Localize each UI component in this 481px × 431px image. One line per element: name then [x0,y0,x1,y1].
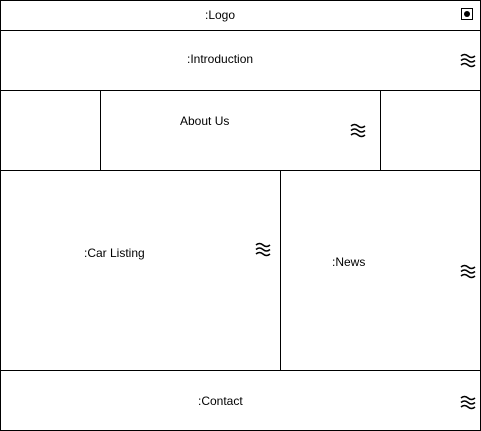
wave-expand-icon[interactable] [460,263,476,279]
news-label: :News [332,255,366,269]
logo-bar [0,0,481,31]
introduction-label: :Introduction [187,52,254,66]
radio-selected-icon[interactable] [461,8,473,20]
wave-expand-icon[interactable] [460,52,476,68]
car-listing-label: :Car Listing [84,246,145,260]
wave-expand-icon[interactable] [255,241,271,257]
car-listing-section [0,170,281,371]
about-us-label: About Us [180,114,230,128]
wave-expand-icon[interactable] [350,122,366,138]
about-left-spacer [0,90,101,171]
wave-expand-icon[interactable] [460,394,476,410]
about-us-section [100,90,381,171]
introduction-section [0,30,481,91]
contact-section [0,370,481,431]
logo-label: :Logo [205,8,236,22]
contact-label: :Contact [198,394,243,408]
news-section [280,170,481,371]
about-right-spacer [380,90,481,171]
